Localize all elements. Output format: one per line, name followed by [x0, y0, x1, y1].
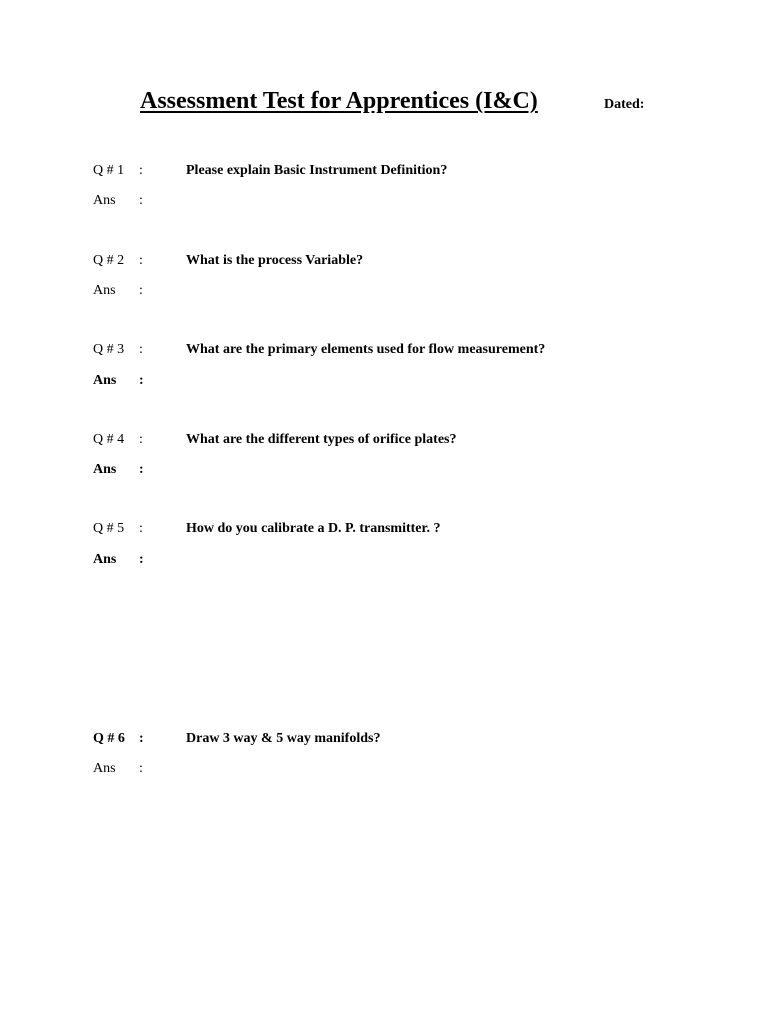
answer-label: Ans [93, 283, 116, 298]
answer-colon: : [139, 373, 144, 388]
question-text: What is the process Variable? [186, 253, 364, 268]
question-number: Q # 6 [93, 731, 125, 746]
question-colon: : [139, 432, 143, 447]
question-text: Please explain Basic Instrument Definition? [186, 163, 448, 178]
answer-colon: : [139, 193, 143, 208]
answer-colon: : [139, 761, 143, 776]
dated-label: Dated: [604, 97, 645, 112]
question-text: What are the different types of orifice plates? [186, 432, 457, 447]
answer-colon: : [139, 552, 144, 567]
question-colon: : [139, 342, 143, 357]
question-colon: : [139, 731, 144, 746]
question-number: Q # 4 [93, 432, 125, 447]
question-text: Draw 3 way & 5 way manifolds? [186, 731, 381, 746]
answer-label: Ans [93, 761, 116, 776]
question-text: What are the primary elements used for flow measurement? [186, 342, 546, 357]
question-number: Q # 3 [93, 342, 125, 357]
question-number: Q # 5 [93, 521, 125, 536]
question-colon: : [139, 163, 143, 178]
question-number: Q # 1 [93, 163, 125, 178]
answer-label: Ans [93, 462, 117, 477]
question-colon: : [139, 253, 143, 268]
page-title: Assessment Test for Apprentices (I&C) [140, 88, 538, 114]
answer-colon: : [139, 462, 144, 477]
question-text: How do you calibrate a D. P. transmitter. ? [186, 521, 441, 536]
answer-colon: : [139, 283, 143, 298]
question-number: Q # 2 [93, 253, 125, 268]
answer-label: Ans [93, 552, 117, 567]
answer-label: Ans [93, 193, 116, 208]
answer-label: Ans [93, 373, 117, 388]
question-colon: : [139, 521, 143, 536]
